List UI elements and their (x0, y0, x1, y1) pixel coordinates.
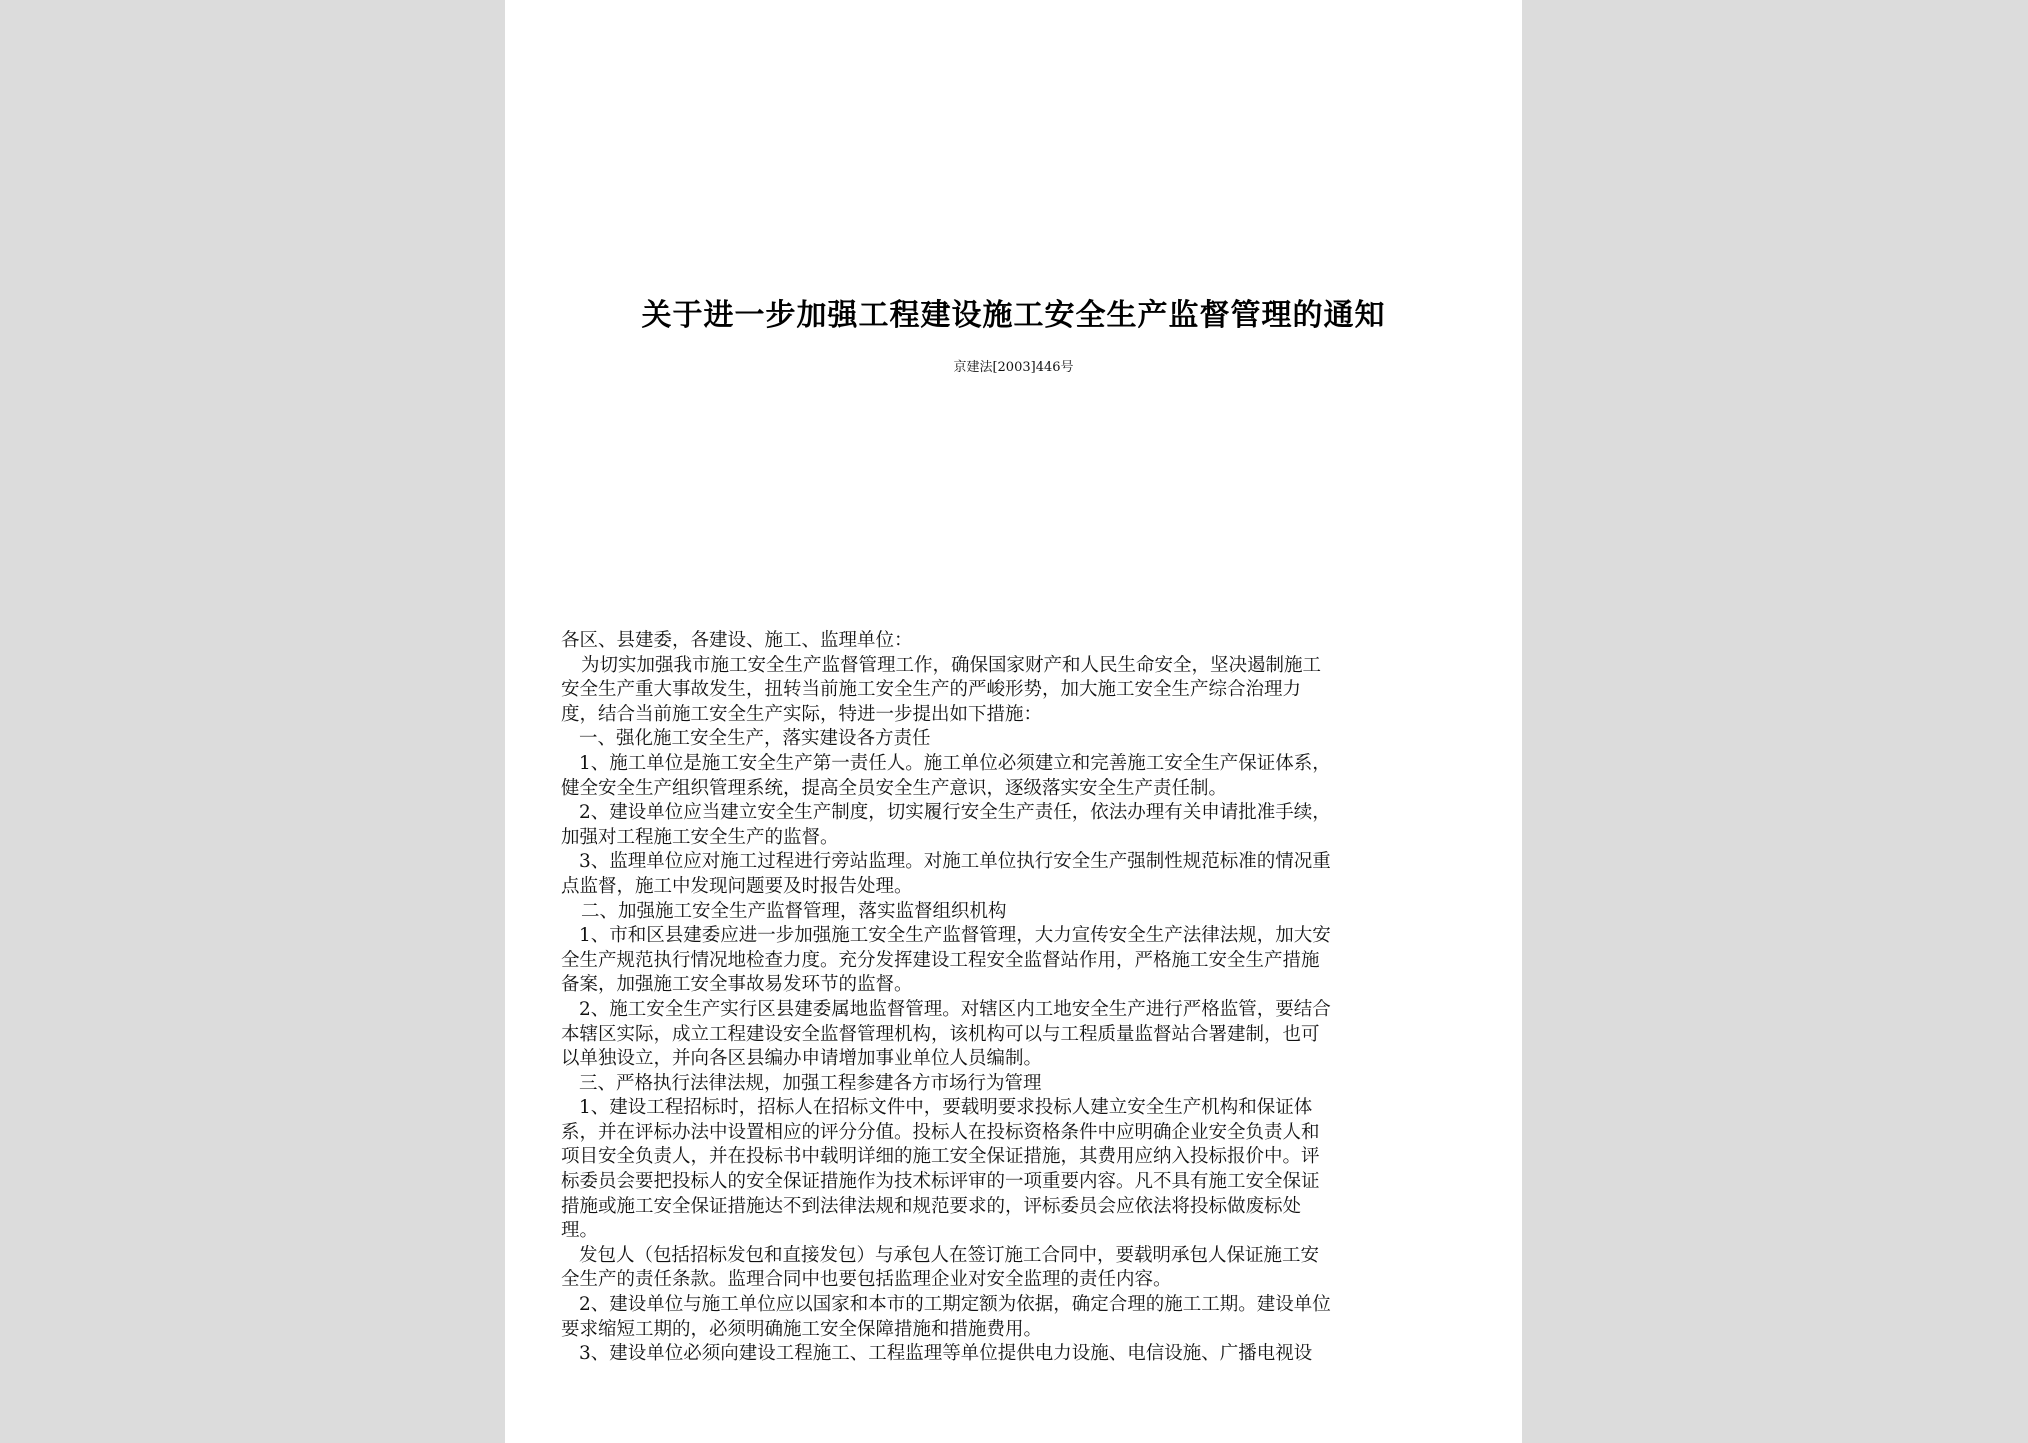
body-line: 2、施工安全生产实行区县建委属地监督管理。对辖区内工地安全生产进行严格监管，要结合 (579, 998, 1331, 1020)
body-line: 1、市和区县建委应进一步加强施工安全生产监督管理，大力宣传安全生产法律法规，加大安 (579, 925, 1331, 947)
document-number: 京建法[2003]446号 (953, 360, 1074, 375)
body-line: 措施或施工安全保证措施达不到法律法规和规范要求的，评标委员会应依法将投标做废标处 (561, 1195, 1302, 1217)
body-line: 本辖区实际，成立工程建设安全监督管理机构，该机构可以与工程质量监督站合署建制，也可 (561, 1023, 1320, 1045)
section-heading: 一、强化施工安全生产，落实建设各方责任 (579, 728, 931, 750)
body-line: 项目安全负责人，并在投标书中载明详细的施工安全保证措施，其费用应纳入投标报价中。评 (561, 1146, 1320, 1168)
document-body (561, 629, 1463, 1367)
body-line: 发包人（包括招标发包和直接发包）与承包人在签订施工合同中，要载明承包人保证施工安 (579, 1244, 1320, 1266)
body-line: 全生产规范执行情况地检查力度。充分发挥建设工程安全监督站作用，严格施工安全生产措施 (561, 949, 1320, 971)
body-line: 以单独设立，并向各区县编办申请增加事业单位人员编制。 (561, 1048, 1043, 1070)
body-line: 标委员会要把投标人的安全保证措施作为技术标评审的一项重要内容。凡不具有施工安全保证 (561, 1171, 1320, 1193)
body-line: 加强对工程施工安全生产的监督。 (561, 826, 839, 848)
body-line: 为切实加强我市施工安全生产监督管理工作，确保国家财产和人民生命安全，坚决遏制施工 (581, 654, 1322, 676)
body-line: 健全安全生产组织管理系统，提高全员安全生产意识，逐级落实安全生产责任制。 (561, 777, 1228, 799)
body-line: 安全生产重大事故发生，扭转当前施工安全生产的严峻形势，加大施工安全生产综合治理力 (561, 679, 1302, 701)
body-line: 系，并在评标办法中设置相应的评分分值。投标人在投标资格条件中应明确企业安全负责人和 (561, 1121, 1320, 1143)
document-title: 关于进一步加强工程建设施工安全生产监督管理的通知 (641, 298, 1386, 333)
body-line: 1、建设工程招标时，招标人在招标文件中，要载明要求投标人建立安全生产机构和保证体 (579, 1097, 1313, 1119)
section-heading: 二、加强施工安全生产监督管理，落实监督组织机构 (581, 900, 1007, 922)
body-line: 3、建设单位必须向建设工程施工、工程监理等单位提供电力设施、电信设施、广播电视设 (579, 1343, 1313, 1365)
body-line: 各区、县建委，各建设、施工、监理单位： (561, 630, 913, 651)
document-page (505, 0, 1522, 1443)
body-line: 1、施工单位是施工安全生产第一责任人。施工单位必须建立和完善施工安全生产保证体系， (579, 752, 1331, 774)
section-heading: 三、严格执行法律法规，加强工程参建各方市场行为管理 (579, 1072, 1042, 1094)
body-line: 备案，加强施工安全事故易发环节的监督。 (561, 974, 913, 996)
body-line: 全生产的责任条款。监理合同中也要包括监理企业对安全监理的责任内容。 (561, 1269, 1172, 1291)
body-line: 要求缩短工期的，必须明确施工安全保障措施和措施费用。 (561, 1318, 1043, 1340)
body-line: 3、监理单位应对施工过程进行旁站监理。对施工单位执行安全生产强制性规范标准的情况重 (579, 851, 1331, 873)
body-line: 2、建设单位与施工单位应以国家和本市的工期定额为依据，确定合理的施工工期。建设单位 (579, 1294, 1331, 1316)
body-line: 度，结合当前施工安全生产实际，特进一步提出如下措施： (561, 703, 1043, 725)
body-line: 理。 (561, 1220, 599, 1242)
body-line: 2、建设单位应当建立安全生产制度，切实履行安全生产责任，依法办理有关申请批准手续， (579, 802, 1331, 824)
body-line: 点监督，施工中发现问题要及时报告处理。 (561, 875, 913, 897)
